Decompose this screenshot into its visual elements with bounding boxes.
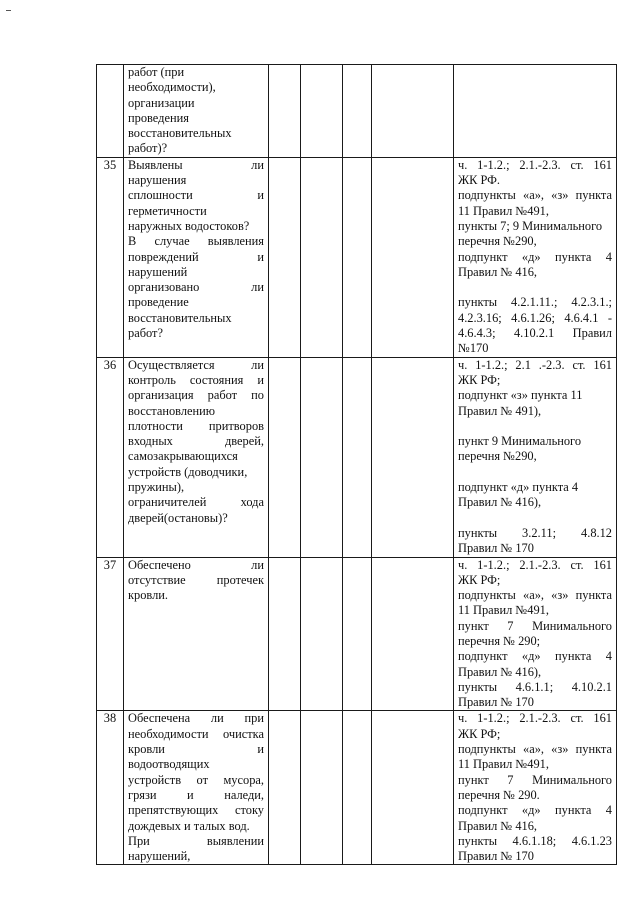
reference-line: Правил № 170 [458, 849, 534, 864]
question-line: организация работ по [128, 388, 264, 403]
reference-line: перечня №290, [458, 234, 537, 249]
legal-reference-cell [454, 557, 617, 711]
row-number [97, 65, 124, 158]
table-body [97, 65, 617, 865]
question-line: кровли и [128, 742, 264, 757]
legal-reference-cell [454, 65, 617, 158]
question-line: В случае выявления [128, 234, 264, 249]
question-line: отсутствие протечек [128, 572, 264, 587]
requirements-table [96, 64, 617, 865]
reference-line: пункты 4.2.1.11.; 4.2.3.1.; [458, 295, 612, 310]
question-line: нарушений [128, 264, 188, 279]
question-line: герметичности [128, 203, 207, 218]
reference-line: перечня № 290. [458, 787, 540, 802]
answer-no-cell [301, 65, 343, 158]
blank-line [458, 419, 612, 434]
row-number: 38 [97, 711, 124, 865]
table-row [97, 557, 617, 711]
reference-line: ЖК РФ; [458, 372, 501, 387]
reference-line: подпункт «д» пункта 4 [458, 803, 612, 818]
legal-reference-cell [454, 711, 617, 865]
note-cell [372, 65, 454, 158]
question-line: необходимости), [128, 80, 216, 95]
reference-line: подпункт «з» пункта 11 [458, 388, 583, 403]
reference-line: Правил № 491), [458, 403, 542, 418]
reference-line: 11 Правил №491, [458, 603, 549, 618]
note-cell [372, 711, 454, 865]
question-line: дождевых и талых вод. [128, 818, 250, 833]
row-number: 36 [97, 357, 124, 557]
reference-line: Правил № 416, [458, 264, 538, 279]
row-number: 37 [97, 557, 124, 711]
reference-line: ч. 1-1.2.; 2.1.-2.3. ст. 161 [458, 157, 612, 172]
reference-line: ч. 1-1.2.; 2.1.-2.3. ст. 161 [458, 557, 612, 572]
reference-line: пункты 3.2.11; 4.8.12 [458, 525, 612, 540]
question-line: дверей(остановы)? [128, 510, 228, 525]
question-line: плотности притворов [128, 418, 264, 433]
reference-line: перечня № 290; [458, 633, 541, 648]
question-line: работ (при [128, 65, 185, 79]
question-line: кровли. [128, 588, 169, 603]
question-line: работ? [128, 326, 163, 341]
question-line: пружины), [128, 480, 185, 495]
answer-yes-cell [269, 711, 301, 865]
reference-line: 11 Правил №491, [458, 203, 549, 218]
blank-line [458, 465, 612, 480]
reference-line: Правил № 170 [458, 695, 534, 710]
not-applicable-cell [343, 357, 372, 557]
table-row [97, 711, 617, 865]
question-line: самозакрывающихся [128, 449, 238, 464]
reference-line: пункт 7 Минимального [458, 618, 612, 633]
question-line: Обеспечено ли [128, 557, 264, 572]
reference-line: ч. 1-1.2.; 2.1 .-2.3. ст. 161 [458, 357, 612, 372]
table-row [97, 357, 617, 557]
reference-line: Правил № 416, [458, 818, 538, 833]
legal-reference-cell [454, 357, 617, 557]
legal-reference-cell [454, 157, 617, 357]
reference-line: пункт 7 Минимального [458, 772, 612, 787]
table-row [97, 157, 617, 357]
not-applicable-cell [343, 711, 372, 865]
question-line: контроль состояния и [128, 372, 264, 387]
question-line: входных дверей, [128, 434, 264, 449]
question-line: устройств от мусора, [128, 772, 264, 787]
question-line: Выявлены ли [128, 157, 264, 172]
answer-no-cell [301, 711, 343, 865]
note-cell [372, 557, 454, 711]
reference-line: ЖК РФ; [458, 726, 501, 741]
reference-line: перечня №290, [458, 449, 537, 464]
question-line: восстановительных [128, 126, 232, 141]
row-number: 35 [97, 157, 124, 357]
scan-mark [6, 10, 11, 11]
reference-line: подпункт «д» пункта 4 [458, 249, 612, 264]
reference-line: Правил № 416), [458, 664, 542, 679]
reference-line: 4.2.3.16; 4.6.1.26; 4.6.4.1 - [458, 310, 612, 325]
not-applicable-cell [343, 557, 372, 711]
reference-line: 11 Правил №491, [458, 757, 549, 772]
blank-line [458, 280, 612, 295]
question-line: Обеспечена ли при [128, 711, 264, 726]
question-line: При выявлении [128, 833, 264, 848]
question-line: ограничителей хода [128, 495, 264, 510]
reference-line: пункт 9 Минимального [458, 434, 582, 449]
answer-no-cell [301, 157, 343, 357]
reference-line: подпункт «д» пункта 4 [458, 480, 579, 495]
answer-yes-cell [269, 65, 301, 158]
question-line: повреждений и [128, 249, 264, 264]
reference-line: подпункты «а», «з» пункта [458, 588, 612, 603]
question-line: грязи и наледи, [128, 787, 264, 802]
reference-line: подпункты «а», «з» пункта [458, 742, 612, 757]
question-line: нарушений, [128, 849, 191, 864]
question-line: организации [128, 95, 195, 110]
table-row [97, 65, 617, 158]
note-cell [372, 357, 454, 557]
question-line: необходимости очистка [128, 726, 264, 741]
note-cell [372, 157, 454, 357]
answer-yes-cell [269, 157, 301, 357]
reference-line: ЖК РФ; [458, 572, 501, 587]
blank-line [458, 511, 612, 526]
question-line: работ)? [128, 141, 168, 156]
question-line: Осуществляется ли [128, 357, 264, 372]
reference-line: ЖК РФ. [458, 173, 501, 188]
reference-line: ч. 1-1.2.; 2.1.-2.3. ст. 161 [458, 711, 612, 726]
question-cell [124, 357, 269, 557]
reference-line: подпункт «д» пункта 4 [458, 649, 612, 664]
question-line: препятствующих стоку [128, 803, 264, 818]
question-line: восстановлению [128, 403, 216, 418]
question-line: проведение [128, 295, 189, 310]
question-cell [124, 557, 269, 711]
answer-yes-cell [269, 557, 301, 711]
question-line: восстановительных [128, 310, 232, 325]
answer-no-cell [301, 557, 343, 711]
question-line: наружных водостоков? [128, 218, 250, 233]
question-line: проведения [128, 110, 189, 125]
question-cell [124, 65, 269, 158]
not-applicable-cell [343, 157, 372, 357]
answer-no-cell [301, 357, 343, 557]
answer-yes-cell [269, 357, 301, 557]
reference-line: Правил № 170 [458, 541, 534, 556]
question-line: сплошности и [128, 188, 264, 203]
not-applicable-cell [343, 65, 372, 158]
question-line: устройств (доводчики, [128, 464, 248, 479]
reference-line: пункты 4.6.1.1; 4.10.2.1 [458, 679, 612, 694]
reference-line: 4.6.4.3; 4.10.2.1 Правил [458, 326, 612, 341]
reference-line: Правил № 416), [458, 495, 542, 510]
reference-line: подпункты «а», «з» пункта [458, 188, 612, 203]
reference-line: №170 [458, 341, 489, 356]
reference-line: пункты 4.6.1.18; 4.6.1.23 [458, 833, 612, 848]
question-line: нарушения [128, 173, 187, 188]
reference-line: пункты 7; 9 Минимального [458, 218, 603, 233]
question-cell [124, 711, 269, 865]
question-cell [124, 157, 269, 357]
question-line: водоотводящих [128, 757, 210, 772]
question-line: организовано ли [128, 280, 264, 295]
